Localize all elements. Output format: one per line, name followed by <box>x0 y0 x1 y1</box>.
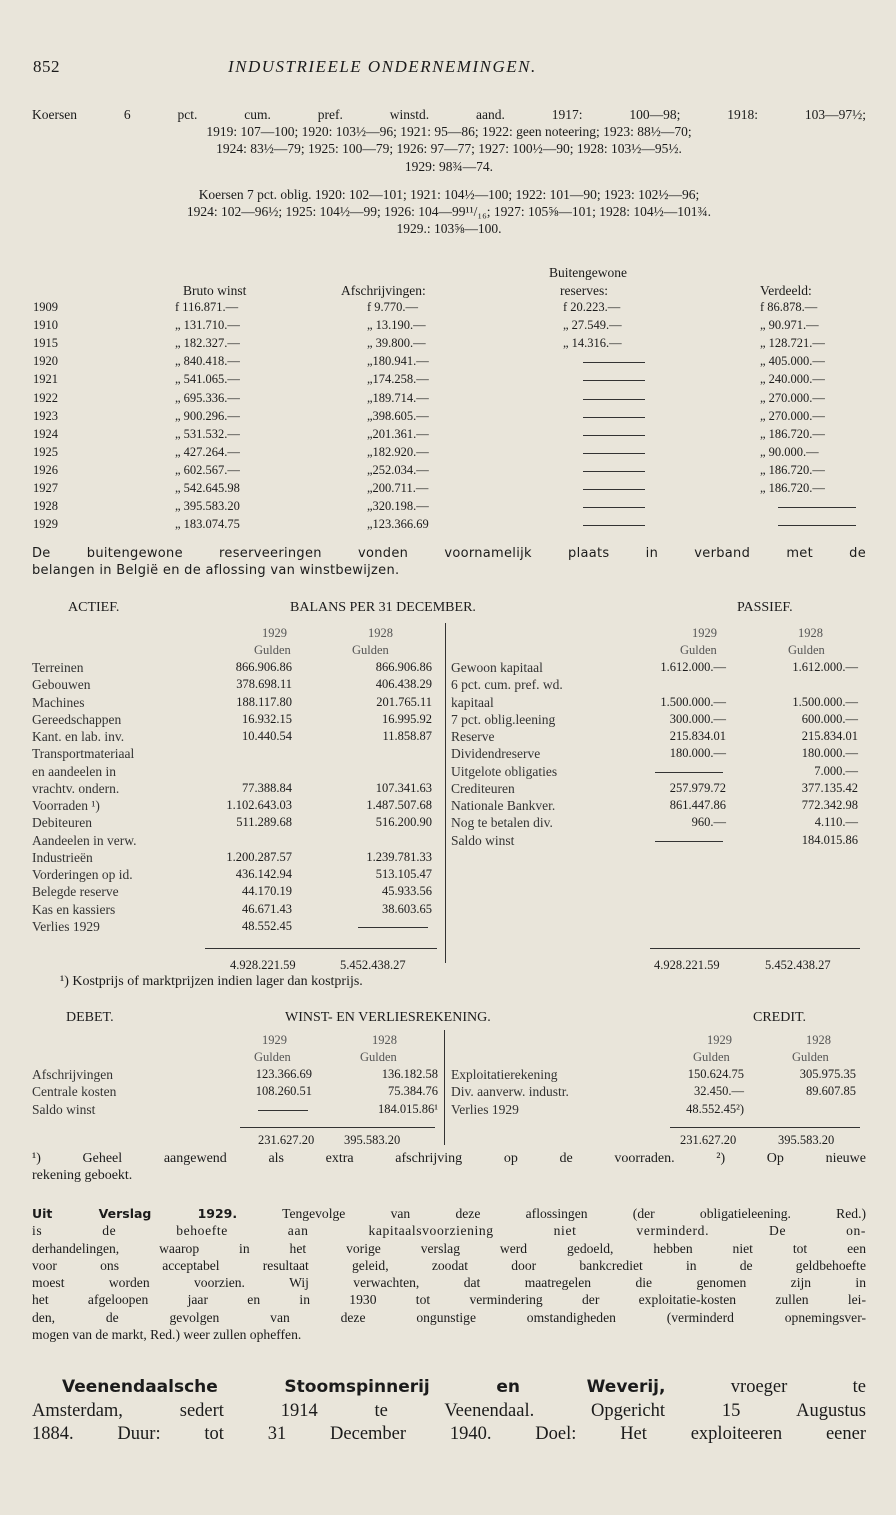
wv-credit-total-1928: 395.583.20 <box>778 1133 835 1147</box>
winst-reserves-dash <box>583 435 645 436</box>
koersen7-line-2: 1924: 102—96½; 1925: 104½—99; 1926: 104—99¹¹/₁₆; 1927: 105⅝—101; 1928: 104½—101¾. <box>186 204 712 220</box>
winst-verdeeld: „ 270.000.— <box>760 390 825 405</box>
winst-afschrijvingen: „180.941.— <box>367 354 429 369</box>
passief-1929-dash <box>655 841 723 842</box>
winst-afschrijvingen: f 9.770.— <box>367 300 419 314</box>
winst-year: 1927 <box>33 481 58 495</box>
winst-bruto: „ 531.532.— <box>175 426 240 441</box>
winst-reserves-dash <box>583 399 645 400</box>
passief-value-1928: 184.015.86 <box>801 832 858 847</box>
header-verdeeld: Verdeeld: <box>760 283 812 298</box>
winst-afschrijvingen: „189.714.— <box>367 390 429 405</box>
winst-year: 1921 <box>33 372 58 387</box>
verslag-line-8: mogen van de markt, Red.) weer zullen opheffen. <box>32 1327 302 1343</box>
credit-label: Verlies 1929 <box>451 1101 519 1117</box>
winst-bruto: „ 695.336.— <box>175 390 240 405</box>
winst-bruto: „ 542.645.98 <box>175 481 240 495</box>
winst-verdeeld: „ 240.000.— <box>760 372 825 387</box>
passief-label: Dividendreserve <box>451 746 541 762</box>
debet-value-1928: 184.015.86¹ <box>378 1101 438 1116</box>
passief-value-1929: 1.500.000.— <box>660 694 726 709</box>
actief-value-1929: 866.906.86 <box>235 660 292 674</box>
verslag-line-6: het afgeloopen jaar en in 1930 tot vermindering der exploitatie-kosten zullen lei- <box>32 1292 866 1308</box>
verslag-paragraph <box>32 1205 866 1343</box>
verslag-line-2: is de behoefte aan kapitaalsvoorziening niet verminderd. De on- <box>32 1223 866 1239</box>
note1-line-2: belangen in België en de aflossing van winstbewijzen. <box>32 563 400 579</box>
header-afschrijvingen: Afschrijvingen: <box>341 283 426 298</box>
actief-label: Transportmateriaal <box>32 746 135 762</box>
winst-year: 1923 <box>33 408 58 423</box>
winst-verdeeld: „ 186.720.— <box>760 481 825 495</box>
debet-value-1928: 136.182.58 <box>381 1067 438 1081</box>
winst-verdeeld: „ 128.721.— <box>760 336 825 351</box>
actief-value-1928: 406.438.29 <box>375 677 432 692</box>
winst-afschrijvingen: „ 13.190.— <box>367 318 426 333</box>
passief-value-1928: 4.110.— <box>814 815 858 830</box>
actief-value-1928: 1.487.507.68 <box>366 798 432 812</box>
credit-value-1928: 89.607.85 <box>806 1084 856 1099</box>
passief-value-1928: 600.000.— <box>801 711 858 726</box>
actief-value-1929: 48.552.45 <box>242 918 292 933</box>
winst-reserves-dash <box>583 489 645 490</box>
passief-label: kapitaal <box>451 694 494 710</box>
wv-debet-total-rule <box>240 1127 435 1128</box>
passief-value-1928: 1.612.000.— <box>792 660 858 674</box>
balans-footnote: ¹) Kostprijs of marktprijzen indien lager dan kostprijs. <box>60 974 363 989</box>
actief-value-1929: 10.440.54 <box>242 729 292 743</box>
wv-footnote-line-1: ¹) Geheel aangewend als extra afschrijving op de voorraden. ²) Op nieuwe <box>32 1151 866 1166</box>
credit-value-1929: 32.450.— <box>694 1084 744 1099</box>
passief-value-1928: 215.834.01 <box>801 729 858 743</box>
koersen-6pct-paragraph <box>32 106 866 175</box>
balans-actief-total-1929: 4.928.221.59 <box>230 958 296 972</box>
winst-afschrijvingen: „201.361.— <box>367 426 429 441</box>
wv-debet-unit-1928: Gulden <box>360 1050 397 1064</box>
balans-actief-year-1929: 1929 <box>262 626 287 640</box>
koersen6-line-3: 1924: 83½—79; 1925: 100—79; 1926: 97—77; 1927: 100½—90; 1928: 103½—95½. <box>216 141 682 157</box>
koersen7-line-3: 1929.: 103⅝—100. <box>396 221 502 237</box>
running-title: INDUSTRIEELE ONDERNEMINGEN. <box>228 57 537 76</box>
winst-verdeeld: f 86.878.— <box>760 300 818 314</box>
credit-label: Div. aanverw. industr. <box>451 1084 569 1100</box>
winst-reserves: f 20.223.— <box>563 300 621 314</box>
winst-reserves-dash <box>583 471 645 472</box>
header-reserves: reserves: <box>560 283 608 298</box>
winst-bruto: f 116.871.— <box>175 300 239 314</box>
passief-label: Uitgelote obligaties <box>451 763 558 779</box>
balans-passief-title: PASSIEF. <box>737 600 793 615</box>
actief-label: Debiteuren <box>32 815 92 831</box>
actief-label: Voorraden ¹) <box>32 798 100 813</box>
verslag-line-3: derhandelingen, waarop in het vorige verslag werd gedoeld, hebben niet tot een <box>32 1240 866 1256</box>
actief-value-1929: 16.932.15 <box>242 711 292 726</box>
passief-value-1928: 772.342.98 <box>801 798 858 812</box>
actief-label: Terreinen <box>32 660 84 675</box>
actief-value-1929: 378.698.11 <box>236 677 292 692</box>
verslag-line-1 <box>32 1205 866 1222</box>
winst-bruto: „ 840.418.— <box>175 354 240 369</box>
actief-value-1929: 46.671.43 <box>242 901 292 916</box>
credit-label: Exploitatierekening <box>451 1067 558 1082</box>
passief-value-1929: 300.000.— <box>669 711 726 726</box>
credit-value-1929: 48.552.45²) <box>686 1101 744 1116</box>
veenendaal-line-1-rest: vroeger te <box>730 1377 866 1397</box>
page-number: 852 <box>33 57 60 76</box>
actief-label: Aandeelen in verw. <box>32 832 137 848</box>
passief-value-1928: 180.000.— <box>801 746 858 761</box>
wv-divider <box>444 1030 445 1145</box>
winst-year: 1926 <box>33 462 58 477</box>
actief-label: Gereedschappen <box>32 711 122 727</box>
actief-value-1928: 11.858.87 <box>382 729 432 743</box>
verslag-line-5: moest worden voorzien. Wij verwachten, dat maatregelen die genomen zijn in <box>32 1275 866 1291</box>
koersen-7pct-paragraph <box>32 186 866 238</box>
winst-afschrijvingen: „398.605.— <box>367 408 429 423</box>
veenendaal-line-1 <box>32 1376 866 1400</box>
debet-value-1929: 123.366.69 <box>255 1067 312 1081</box>
passief-value-1928: 7.000.— <box>814 763 858 778</box>
wv-credit-year-1929: 1929 <box>707 1033 732 1047</box>
winst-reserves: „ 27.549.— <box>563 318 622 333</box>
header-buitengewone: Buitengewone <box>549 265 627 280</box>
winst-afschrijvingen: „174.258.— <box>367 372 429 387</box>
actief-value-1929: 188.117.80 <box>236 694 292 709</box>
passief-value-1929: 960.— <box>691 815 726 830</box>
winst-reserves-dash <box>583 417 645 418</box>
winst-reserves: „ 14.316.— <box>563 336 622 351</box>
balans-actief-year-1928: 1928 <box>368 626 393 640</box>
winst-afschrijvingen: „200.711.— <box>367 481 429 495</box>
debet-1929-dash <box>258 1110 308 1111</box>
balans-passief-total-1928: 5.452.438.27 <box>765 958 831 972</box>
balans-actief-title: ACTIEF. <box>68 600 120 615</box>
winst-reserves-dash <box>583 525 645 526</box>
actief-value-1929: 1.102.643.03 <box>226 798 292 812</box>
passief-value-1929: 215.834.01 <box>669 729 726 743</box>
verslag-line-4: voor ons acceptabel resultaat geleid, zoodat door bankcrediet in de geldbehoefte <box>32 1257 866 1273</box>
winst-afschrijvingen: „320.198.— <box>367 499 429 514</box>
winst-bruto: „ 183.074.75 <box>175 517 240 532</box>
balans-actief-unit-1929: Gulden <box>254 643 291 657</box>
actief-label: Kas en kassiers <box>32 901 116 917</box>
wv-credit-unit-1928: Gulden <box>792 1050 829 1064</box>
actief-value-1928: 513.105.47 <box>375 867 432 881</box>
debet-value-1928: 75.384.76 <box>388 1084 438 1099</box>
actief-value-1928: 107.341.63 <box>375 780 432 795</box>
wv-credit-total-1929: 231.627.20 <box>680 1133 737 1147</box>
koersen7-line-1: Koersen 7 pct. oblig. 1920: 102—101; 1921: 104½—100; 1922: 101—90; 1923: 102½—96; <box>198 187 700 202</box>
wv-debet-total-1928: 395.583.20 <box>344 1133 401 1147</box>
winst-bruto: „ 602.567.— <box>175 462 240 477</box>
wv-title: WINST- EN VERLIESREKENING. <box>285 1010 491 1025</box>
winst-afschrijvingen: „123.366.69 <box>367 517 429 532</box>
balans-actief-total-rule <box>205 948 437 949</box>
winst-reserves-dash <box>583 453 645 454</box>
winst-year: 1924 <box>33 426 58 441</box>
winst-reserves-dash <box>583 380 645 381</box>
balans-passief-total-rule <box>650 948 860 949</box>
balans-passief-unit-1929: Gulden <box>680 643 717 657</box>
passief-value-1929: 1.612.000.— <box>660 660 726 674</box>
actief-label: Gebouwen <box>32 677 91 693</box>
passief-value-1929: 861.447.86 <box>669 798 726 812</box>
balans-divider <box>445 623 446 963</box>
winst-bruto: „ 395.583.20 <box>175 499 240 514</box>
winst-verdeeld-dash <box>778 525 856 526</box>
actief-value-1929: 44.170.19 <box>242 884 292 899</box>
actief-value-1929: 77.388.84 <box>242 780 292 795</box>
passief-label: Nationale Bankver. <box>451 798 556 813</box>
wv-debet-year-1929: 1929 <box>262 1033 287 1047</box>
winst-reserves-dash <box>583 507 645 508</box>
winst-verdeeld: „ 90.971.— <box>760 318 819 333</box>
balans-passief-total-1929: 4.928.221.59 <box>654 958 720 972</box>
winst-bruto: „ 131.710.— <box>175 318 240 333</box>
winst-verdeeld: „ 405.000.— <box>760 354 825 369</box>
passief-label: Reserve <box>451 729 495 744</box>
wv-credit-title: CREDIT. <box>753 1010 807 1025</box>
winst-afschrijvingen: „182.920.— <box>367 444 429 459</box>
actief-value-1928: 866.906.86 <box>375 660 432 674</box>
wv-credit-year-1928: 1928 <box>806 1033 831 1047</box>
company-name: Veenendaalsche Stoomspinnerij en Weverij, <box>62 1377 666 1397</box>
passief-value-1928: 1.500.000.— <box>792 694 858 709</box>
wv-footnote-line-2: rekening geboekt. <box>32 1168 133 1184</box>
actief-value-1928: 38.603.65 <box>382 901 432 916</box>
actief-label: Verlies 1929 <box>32 918 100 934</box>
winst-verdeeld: „ 90.000.— <box>760 444 819 459</box>
passief-label: Nog te betalen div. <box>451 815 553 831</box>
balans-passief-unit-1928: Gulden <box>788 643 825 657</box>
winst-verdeeld-dash <box>778 507 856 508</box>
debet-label: Saldo winst <box>32 1101 96 1117</box>
actief-value-1928: 45.933.56 <box>382 884 432 899</box>
veenendaal-paragraph <box>32 1376 866 1447</box>
wv-credit-unit-1929: Gulden <box>693 1050 730 1064</box>
koersen6-line-2: 1919: 107—100; 1920: 103½—96; 1921: 95—86; 1922: geen noteering; 1923: 88½—70; <box>206 124 692 140</box>
actief-label: en aandeelen in <box>32 763 116 779</box>
debet-value-1929: 108.260.51 <box>255 1084 312 1099</box>
actief-value-1928: 201.765.11 <box>376 694 432 709</box>
winst-year: 1925 <box>33 444 58 459</box>
verslag-lead: Uit Verslag 1929. <box>32 1206 238 1221</box>
credit-value-1929: 150.624.75 <box>687 1067 744 1081</box>
actief-value-1929: 1.200.287.57 <box>226 849 292 864</box>
verslag-line-7: den, de gevolgen van deze ongunstige omstandigheden (verminderd opnemingsver- <box>32 1309 866 1325</box>
credit-value-1928: 305.975.35 <box>799 1067 856 1081</box>
winst-verdeeld: „ 186.720.— <box>760 462 825 477</box>
wv-debet-unit-1929: Gulden <box>254 1050 291 1064</box>
balans-actief-total-1928: 5.452.438.27 <box>340 958 406 972</box>
balans-title: BALANS PER 31 DECEMBER. <box>290 600 476 615</box>
wv-debet-total-1929: 231.627.20 <box>258 1133 315 1147</box>
header-bruto-winst: Bruto winst <box>183 283 247 298</box>
passief-label: Gewoon kapitaal <box>451 660 543 675</box>
wv-debet-year-1928: 1928 <box>372 1033 397 1047</box>
koersen6-line-1: Koersen 6 pct. cum. pref. winstd. aand. 1917: 100—98; 1918: 103—97½; <box>32 107 866 122</box>
koersen6-line-4: 1929: 98¾—74. <box>404 158 494 174</box>
winst-year: 1929 <box>33 517 58 532</box>
passief-value-1928: 377.135.42 <box>801 780 858 795</box>
actief-value-1929: 436.142.94 <box>235 867 292 881</box>
passief-label: 6 pct. cum. pref. wd. <box>451 677 563 693</box>
wv-debet-title: DEBET. <box>66 1010 114 1025</box>
winst-year: 1910 <box>33 318 58 333</box>
passief-label: Crediteuren <box>451 780 515 796</box>
actief-verlies-1928-dash <box>358 927 428 928</box>
wv-footnote <box>32 1150 866 1184</box>
actief-label: Industrieën <box>32 849 93 865</box>
actief-value-1928: 1.239.781.33 <box>366 849 432 864</box>
note-buitengewone <box>32 545 866 579</box>
balans-actief-unit-1928: Gulden <box>352 643 389 657</box>
actief-label: Belegde reserve <box>32 884 119 900</box>
debet-label: Afschrijvingen <box>32 1067 113 1082</box>
winst-bruto: „ 900.296.— <box>175 408 240 423</box>
actief-label: vrachtv. ondern. <box>32 780 120 796</box>
winst-bruto: „ 541.065.— <box>175 372 240 387</box>
winst-verdeeld: „ 270.000.— <box>760 408 825 423</box>
winst-bruto: „ 427.264.— <box>175 444 240 459</box>
passief-label: 7 pct. oblig.leening <box>451 711 556 727</box>
winst-afschrijvingen: „ 39.800.— <box>367 336 426 351</box>
wv-credit-total-rule <box>670 1127 860 1128</box>
actief-value-1928: 516.200.90 <box>375 815 432 830</box>
winst-afschrijvingen: „252.034.— <box>367 462 429 477</box>
passief-label: Saldo winst <box>451 832 515 848</box>
winst-bruto: „ 182.327.— <box>175 336 240 351</box>
passief-value-1929: 257.979.72 <box>669 780 726 795</box>
balans-passief-year-1929: 1929 <box>692 626 717 640</box>
note1-line-1: De buitengewone reserveeringen vonden voornamelijk plaats in verband met de <box>32 546 866 561</box>
actief-value-1929: 511.289.68 <box>236 815 292 830</box>
actief-value-1928: 16.995.92 <box>382 711 432 726</box>
veenendaal-line-2: Amsterdam, sedert 1914 te Veenendaal. Opgericht 15 Augustus <box>32 1400 866 1421</box>
winst-year: 1922 <box>33 390 58 405</box>
veenendaal-line-3: 1884. Duur: tot 31 December 1940. Doel: Het exploiteeren eener <box>32 1424 866 1444</box>
winst-year: 1920 <box>33 354 58 369</box>
passief-value-1929: 180.000.— <box>669 746 726 761</box>
winst-year: 1928 <box>33 499 58 514</box>
winst-verdeeld: „ 186.720.— <box>760 426 825 441</box>
actief-label: Machines <box>32 694 85 710</box>
winst-year: 1915 <box>33 336 58 351</box>
winst-reserves-dash <box>583 362 645 363</box>
balans-passief-year-1928: 1928 <box>798 626 823 640</box>
actief-label: Vorderingen op id. <box>32 867 133 882</box>
verslag-line-1-text: Tengevolge van deze aflossingen (der obligatieleening. Red.) <box>282 1206 866 1221</box>
passief-1929-dash <box>655 772 723 773</box>
winst-year: 1909 <box>33 300 58 314</box>
debet-label: Centrale kosten <box>32 1084 117 1100</box>
actief-label: Kant. en lab. inv. <box>32 729 125 744</box>
